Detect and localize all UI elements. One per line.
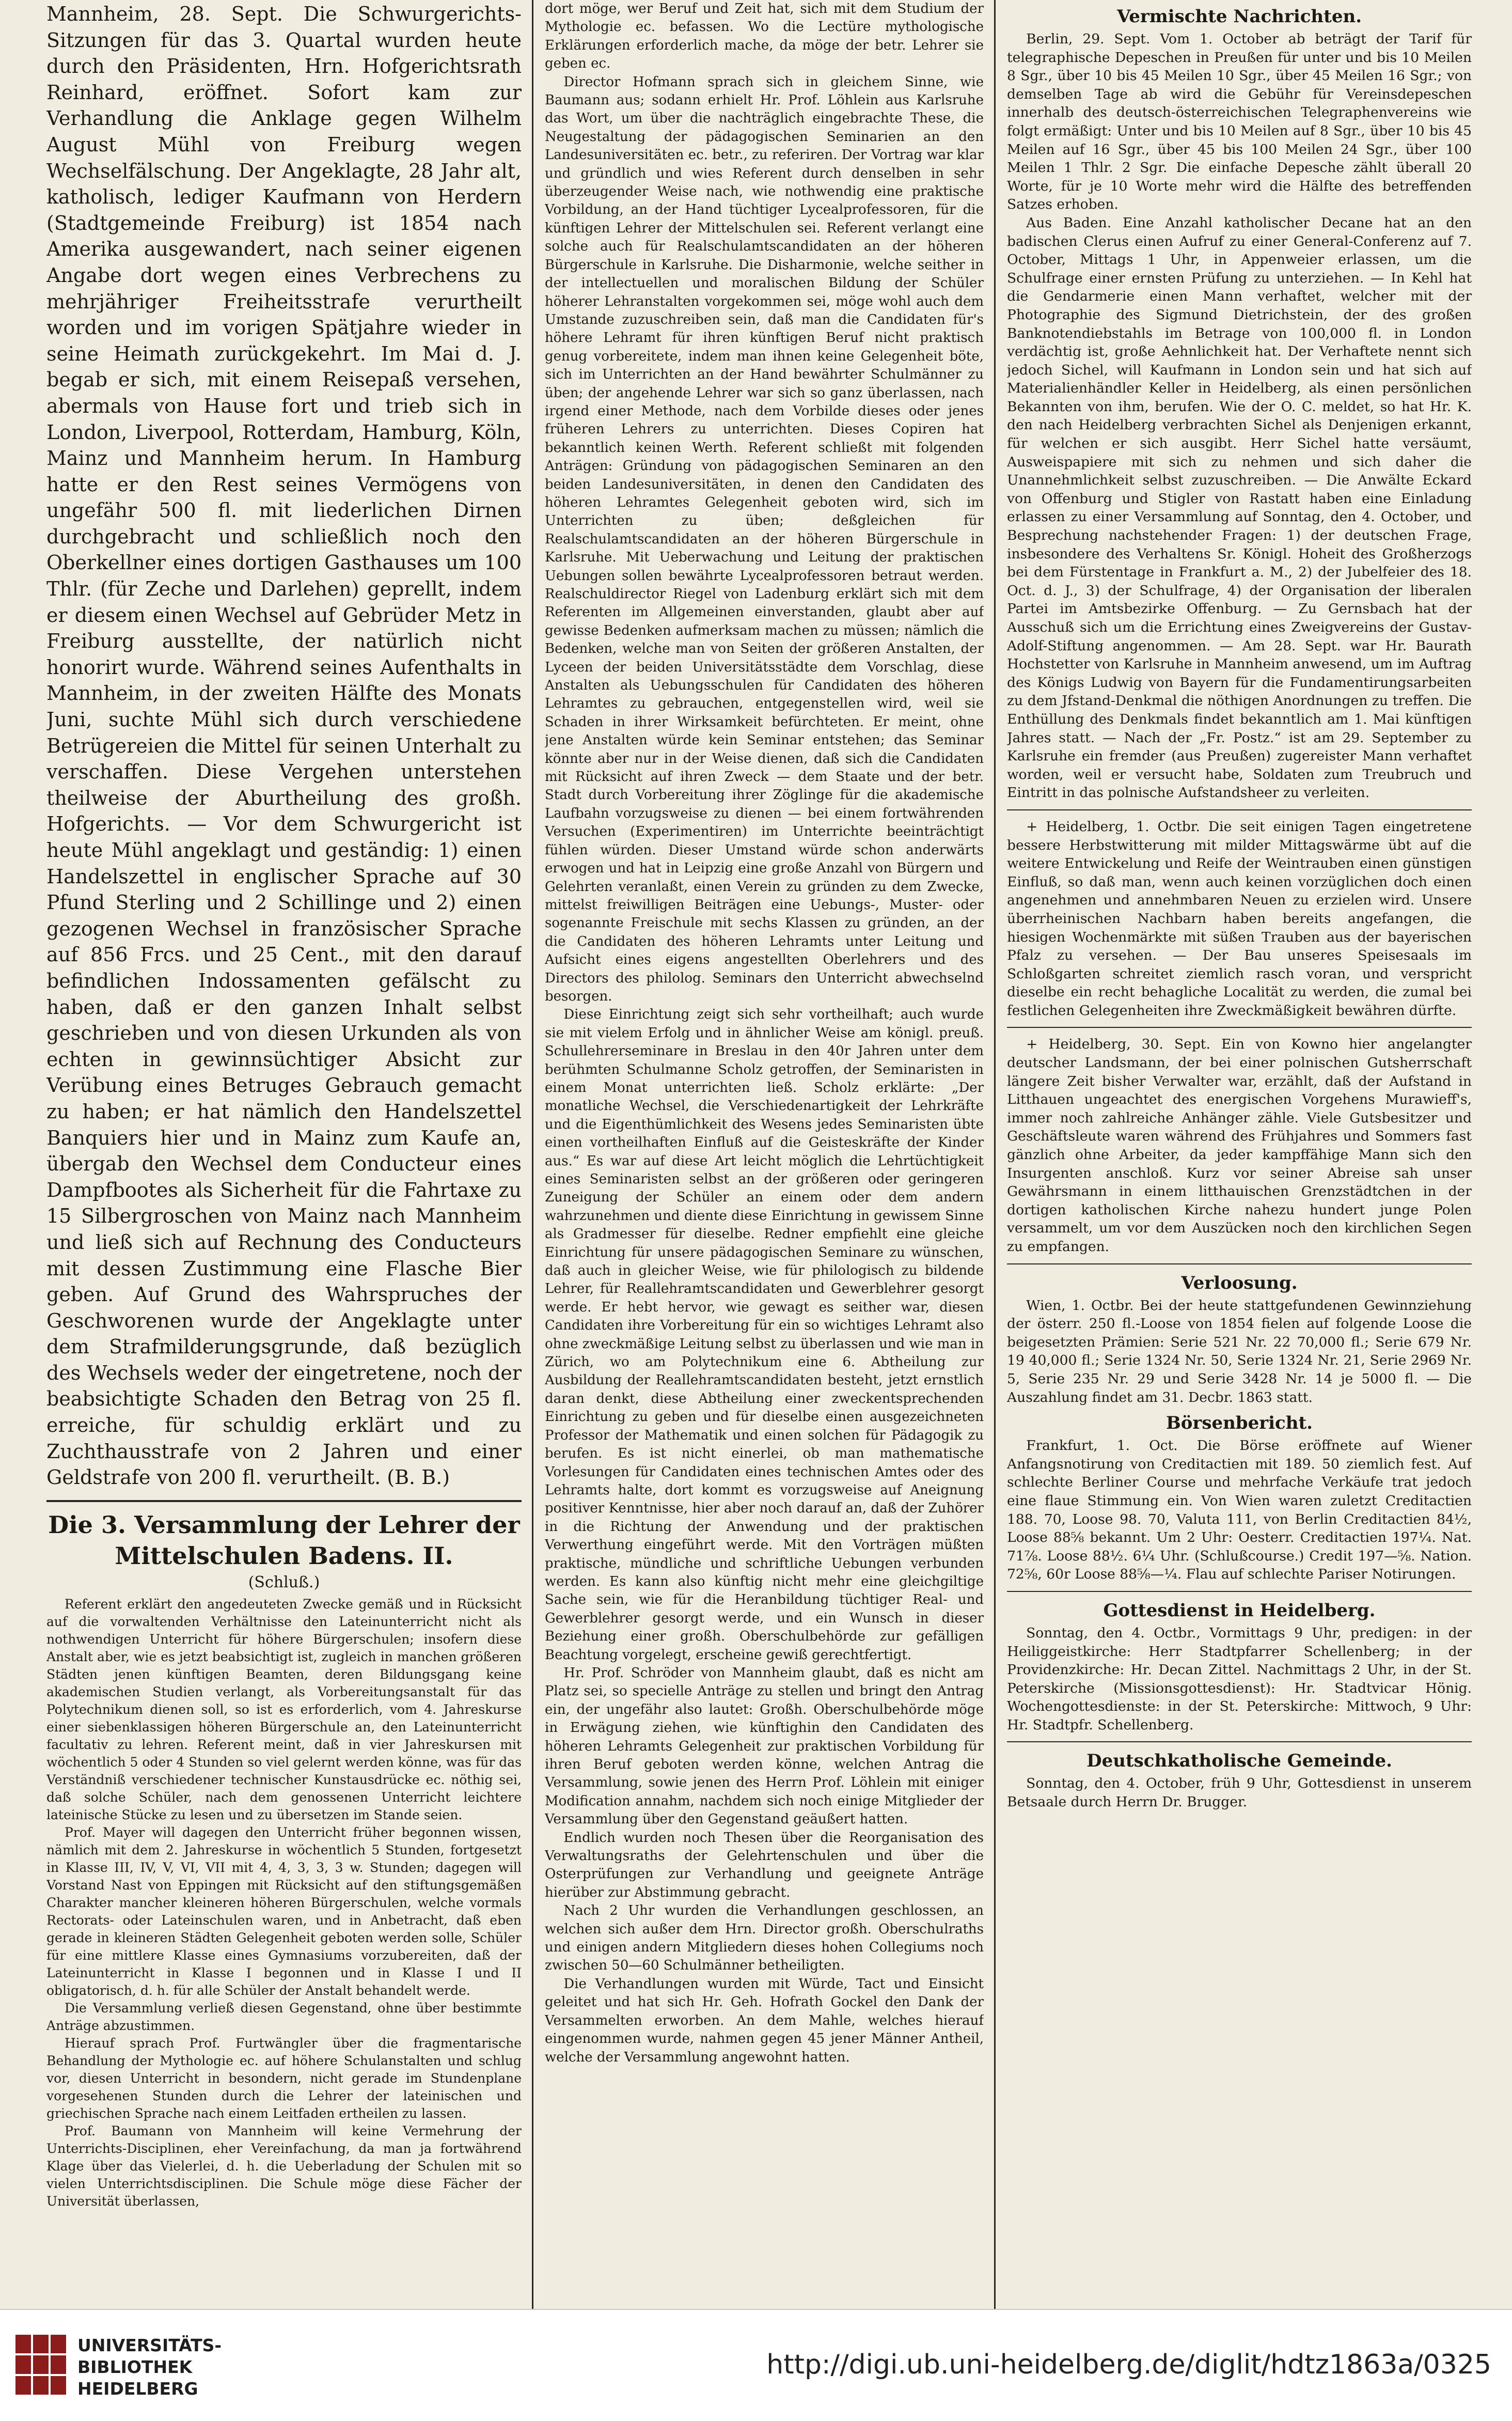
divider bbox=[1007, 1741, 1472, 1742]
divider bbox=[46, 1500, 522, 1502]
column-rule bbox=[994, 0, 996, 2309]
library-name-line: HEIDELBERG bbox=[77, 2379, 198, 2399]
column-middle bbox=[545, 0, 984, 2309]
article-frankfurt: Frankfurt, 1. Oct. Die Börse eröffnete auf Wiener Anfangsnotirung von Creditactien mit 189. 50 ziemlich fest. Auf schlechte Berliner Course und mehrfache Verkäufe trat jedoch eine flaue Stimmung ein. Von Wien waren zuletzt Creditactien 188. 70, Loose 98. 70, Valuta 111, von Berlin Creditactien 84½, Loose 88⅝ bekannt. Um 2 Uhr: Oesterr. Creditactien 197¼. Nat. 71⅞. Loose 88½. 6¼ Uhr. (Schlußcourse.) Credit 197—⅝. Nation. 72⅝, 60r Loose 88⅝—¼. Flau auf schlechte Pariser Notirungen. bbox=[1007, 1438, 1472, 1583]
church-services: Sonntag, den 4. Octbr., Vormittags 9 Uhr, predigen: in der Heiliggeistkirche: Herr Stadtpfarrer Schellenberg; in der Providenzkirche: Hr. Decan Zittel. Nachmittags 2 Uhr, in der St. Peterskirche (Missionsgottesdienst): Hr. Stadtvicar Hönig. Wochengottesdienste: in der St. Peterskirche: Mittwoch, 9 Uhr: Hr. Stadtpfr. Schellenberg. bbox=[1007, 1625, 1472, 1733]
divider bbox=[1007, 809, 1472, 810]
divider bbox=[1007, 1263, 1472, 1264]
article-heidelberg-2: + Heidelberg, 30. Sept. Ein von Kowno hier angelangter deutscher Landsmann, der bei einer polnischen Gutsherrschaft längere Zeit bisher Verwalter war, erzählt, daß der Aufstand in Litthauen ungeachtet des energischen Vorgehens Murawieff's, immer noch zahlreiche Anhänger zähle. Viele Gutsbesitzer und Geschäftsleute waren während des Frühjahres und Sommers fast gänzlich ohne Arbeiter, da jeder kampffähige Mann sich den Insurgenten anschloß. Kurz vor seiner Abreise sah unser Gewährsmann in einem litthauischen Grenzstädtchen in der dortigen katholischen Kirche nahezu hundert junge Polen versammelt, um vor dem Auszücken noch den kirchlichen Segen zu empfangen. bbox=[1007, 1036, 1472, 1255]
article-mannheim-court: Mannheim, 28. Sept. Die Schwurgerichts-Sitzungen für das 3. Quartal wurden heute durch den Präsidenten, Hrn. Hofgerichtsrath Reinhard, eröffnet. Sofort kam zur Verhandlung die Anklage gegen Wilhelm August Mühl von Freiburg wegen Wechselfälschung. Der Angeklagte, 28 Jahr alt, katholisch, lediger Kaufmann von Herdern (Stadtgemeinde Freiburg) ist 1854 nach Amerika ausgewandert, nach seiner eigenen Angabe dort wegen eines Verbrechens zu mehrjähriger Freiheitsstrafe verurtheilt worden und im vorigen Spätjahre wieder in seine Heimath zurückgekehrt. Im Mai d. J. begab er sich, mit einem Reisepaß versehen, abermals von Hause fort und trieb sich in London, Liverpool, Rotterdam, Hamburg, Köln, Mainz und Mannheim herum. In Hamburg hatte er den Rest seines Vermögens von ungefähr 500 fl. mit liederlichen Dirnen durchgebracht und schließlich noch den Oberkellner eines dortigen Gasthauses um 100 Thlr. (für Zeche und Darlehen) geprellt, indem er diesem einen Wechsel auf Gebrüder Metz in Freiburg ausstellte, der natürlich nicht honorirt wurde. Während seines Aufenthalts in Mannheim, in der zweiten Hälfte des Monats Juni, suchte Mühl sich durch verschiedene Betrügereien die Mittel für seinen Unterhalt zu verschaffen. Diese Vergehen unterstehen theilweise der Aburtheilung des großh. Hofgerichts. — Vor dem Schwurgericht ist heute Mühl angeklagt und geständig: 1) einen Handelszettel in englischer Sprache auf 30 Pfund Sterling und 2 Schillinge und 2) einen gezogenen Wechsel in französischer Sprache auf 856 Frcs. und 25 Cent., mit den darauf befindlichen Indossamenten gefälscht zu haben, daß er den ganzen Inhalt selbst geschrieben und von diesen Urkunden als von echten in gewinnsüchtiger Absicht zur Verübung eines Betruges Gebrauch gemacht zu haben; er hat nämlich den Handelszettel Banquiers hier und in Mainz zum Kaufe an, übergab den Wechsel dem Conducteur eines Dampfbootes als Sicherheit für die Fahrtaxe zu 15 Silbergroschen von Mainz nach Mannheim und ließ sich auf Rechnung des Conducteurs mit dessen Zustimmung eine Flasche Bier geben. Auf Grund des Wahrspruches der Geschworenen wurde der Angeklagte unter dem Strafmilderungsgrunde, daß bezüglich des Wechsels weder der eingetretene, noch der beabsichtigte Schaden den Betrag von 25 fl. erreiche, für schuldig erklärt und zu Zuchthausstrafe von 2 Jahren und einer Geldstrafe von 200 fl. verurtheilt. (B. B.) bbox=[46, 3, 522, 1489]
section-title-lottery: Verloosung. bbox=[1181, 1272, 1298, 1293]
paragraph: Hierauf sprach Prof. Furtwängler über die fragmentarische Behandlung der Mythologie ec. auf höhere Schulanstalten und schlug vor, diesen Unterricht in besondern, nicht gerade im Stundenplane vorgesehenen Stunden durch die Lehrer der lateinischen und griechischen Sprache nach einem Leitfaden ertheilen zu lassen. bbox=[46, 2035, 522, 2121]
library-name bbox=[77, 2335, 222, 2400]
library-name-line: UNIVERSITÄTS- bbox=[77, 2335, 222, 2355]
university-library-logo-icon bbox=[12, 2331, 69, 2398]
column-right bbox=[1007, 0, 1472, 2309]
section-title-church: Gottesdienst in Heidelberg. bbox=[1103, 1600, 1376, 1621]
section-title-stock: Börsenbericht. bbox=[1166, 1413, 1313, 1434]
paragraph: Die Versammlung verließ diesen Gegenstand, ohne über bestimmte Anträge abzustimmen. bbox=[46, 2000, 522, 2033]
divider bbox=[1007, 1591, 1472, 1592]
paragraph: Die Verhandlungen wurden mit Würde, Tact und Einsicht geleitet und hat sich Hr. Geh. Hofrath Gockel den Dank der Versammelten erworben. An dem Mahle, welches hierauf eingenommen wurde, nahmen gegen 45 jener Männer Antheil, welche der Versammlung angewohnt hatten. bbox=[545, 1976, 984, 2065]
article-heidelberg-1: + Heidelberg, 1. Octbr. Die seit einigen Tagen eingetretene bessere Herbstwitterung mit milder Mittagswärme übt auf die weitere Entwickelung und Reife der Weintrauben einen günstigen Einfluß, so daß man, wenn auch keinen vorzüglichen doch einen angenehmen und annehmbaren Neuen zu erzielen wird. Unsere überrheinischen Nachbarn haben bereits angefangen, die hiesigen Wochenmärkte mit süßen Trauben aus der bayerischen Pfalz zu versehen. — Der Bau unseres Speisesaals im Schloßgarten schreitet ziemlich rasch voran, und verspricht dieselbe ein recht behagliche Localität zu werden, die zumal bei festlichen Gelegenheiten ihre Zweckmäßigkeit bewähren dürfte. bbox=[1007, 818, 1472, 1019]
article-wien: Wien, 1. Octbr. Bei der heute stattgefundenen Gewinnziehung der österr. 250 fl.-Loose von 1854 fielen auf folgende Loose die beigesetzten Prämien: Serie 521 Nr. 22 70,000 fl.; Serie 679 Nr. 19 40,000 fl.; Serie 1324 Nr. 50, Serie 1324 Nr. 21, Serie 2969 Nr. 5, Serie 235 Nr. 29 und Serie 3428 Nr. 14 je 5000 fl. — Die Auszahlung findet am 31. Decbr. 1863 statt. bbox=[1007, 1297, 1472, 1405]
paragraph: Endlich wurden noch Thesen über die Reorganisation des Verwaltungsraths der Gelehrtenschulen und über die Osterprüfungen zur Verhandlung und geeignete Anträge hierüber zur Abstimmung gebracht. bbox=[545, 1830, 984, 1900]
article-subtitle: (Schluß.) bbox=[248, 1573, 320, 1591]
article-berlin: Berlin, 29. Sept. Vom 1. October ab beträgt der Tarif für telegraphische Depeschen in Preußen für unter und bis 10 Meilen 8 Sgr., über 10 bis 45 Meilen 10 Sgr., über 45 Meilen 16 Sgr.; von demselben Tage ab wird die Gebühr für Vereinsdepeschen innerhalb des deutsch-österreichischen Telegraphenvereins wie folgt ermäßigt: Unter und bis 10 Meilen auf 8 Sgr., über 10 bis 45 Meilen auf 16 Sgr., über 45 bis 100 Meilen 24 Sgr., über 100 Meilen 1 Thlr. 2 Sgr. Die einfache Depesche zählt überall 20 Worte, für je 10 Worte mehr wird die Hälfte des betreffenden Satzes erhoben. bbox=[1007, 31, 1472, 213]
paragraph: Prof. Mayer will dagegen den Unterricht früher begonnen wissen, nämlich mit dem 2. Jahreskurse in wöchentlich 5 Stunden, fortgesetzt in Klasse III, IV, V, VI, VII mit 4, 4, 3, 3, 3 w. Stunden; dagegen will Vorstand Nast von Eppingen mit Rücksicht auf den stiftungsgemäßen Charakter mancher kleineren höheren Bürgerschulen, welche vormals Rectorats- oder Lateinschulen waren, und in Anbetracht, daß eben gerade in kleineren Städten Gelegenheit geboten werden solle, Schüler für eine mittlere Klasse eines Gymnasiums vorzubereiten, daß der Lateinunterricht in Klasse I begonnen und in Klasse I und II obligatorisch, d. h. für alle Schüler der Anstalt behandelt werde. bbox=[46, 1824, 522, 1998]
library-name-line: BIBLIOTHEK bbox=[77, 2357, 193, 2377]
footer-bar bbox=[0, 2309, 1512, 2421]
paragraph: Referent erklärt den angedeuteten Zwecke gemäß und in Rücksicht auf die vorwaltenden Verhältnisse den Lateinunterricht nicht als nothwendigen Unterricht für höhere Bürgerschulen; insofern diese Anstalt aber, wie es jetzt beabsichtigt ist, zugleich in manchen größeren Städten jenen künftigen Beamten, deren Bildungsgang keine akademischen Studien verlangt, als Vorbereitungsanstalt für das Polytechnikum dienen soll, so ist es erforderlich, vom 4. Jahreskurse einer siebenklassigen höheren Bürgerschule an, den Lateinunterricht facultativ zu lehren. Referent meint, daß in vier Jahreskursen mit wöchentlich 5 oder 4 Stunden so viel gelernt werden könne, was für das Verständniß verschiedener technischer Kunstausdrücke ec. nöthig sei, daß solche Schüler, nach dem genossenen Unterricht leichtere lateinische Stücke zu lesen und zu übersetzen im Stande seien. bbox=[46, 1596, 522, 1822]
paragraph: Diese Einrichtung zeigt sich sehr vortheilhaft; auch wurde sie mit vielem Erfolg und in ähnlicher Weise am königl. preuß. Schullehrerseminare in Breslau in den 40r Jahren unter dem berühmten Schulmanne Scholz getroffen, der Seminaristen in einem Monat unterrichten ließ. Scholz erklärte: „Der monatliche Wechsel, die Verschiedenartigkeit der Lehrkräfte und die Eigenthümlichkeit des Wesens jedes Seminaristen übte einen vortheilhaften Einfluß auf die Geisteskräfte der Kinder aus.“ Es war auf diese Art leicht möglich die Lehrtüchtigkeit eines Seminaristen selbst an der größeren oder geringeren Zuneigung der Schüler an einem oder dem andern wahrzunehmen und diente diese Einrichtung in gewissem Sinne als Gradmesser für dieselbe. Redner empfiehlt eine gleiche Einrichtung für unsere pädagogischen Seminare zu wünschen, daß auch in gleicher Weise, wie für philologisch zu bildende Lehrer, für Reallehramtscandidaten und Gewerblehrer gesorgt werde. Er hebt hervor, wie gewagt es seither war, diesen Candidaten ihre Vorbereitung für ein so wichtiges Lehramt also ohne zweckmäßige Leitung selbst zu überlassen und wie man in Zürich, wo am Polytechnikum eine 6. Abtheilung zur Ausbildung der Reallehramtscandidaten besteht, jetzt ernstlich daran denkt, diese Abtheilung einer zweckentsprechenden Einrichtung zu geben und für dieselbe einen ausgezeichneten Professor der Mathematik und einen solchen für Pädagogik zu berufen. Es ist nicht einerlei, ob man mathematische Vorlesungen für Candidaten eines technischen Amtes oder des Lehramts halte, dort kommt es vorzugsweise auf Aneignung positiver Kenntnisse, hier aber noch darauf an, daß der Zuhörer in die Richtung der Anwendung und der praktischen Verwerthung eingeführt werde. Mit den Vorträgen müßten praktische, mündliche und schriftliche Uebungen verbunden werden. Es kann also künftig nicht mehr eine gleichgiltige Sache sein, wie für die Heranbildung tüchtiger Real- und Gewerblehrer gesorgt werde, und ein Wunsch in dieser Beziehung einer großh. Oberschulbehörde zur gefälligen Beachtung vorgelegt, erscheine gewiß gerechtfertigt. bbox=[545, 1007, 984, 1663]
community-notice: Sonntag, den 4. October, früh 9 Uhr, Gottesdienst in unserem Betsaale durch Herrn Dr. Brugger. bbox=[1007, 1775, 1472, 1810]
paragraph: Prof. Baumann von Mannheim will keine Vermehrung der Unterrichts-Disciplinen, eher Vereinfachung, da man ja fortwährend Klage über das Vielerlei, d. h. die Ueberladung der Schulen mit so vielen Unterrichtsdisciplinen. Die Schule möge diese Fächer der Universität überlassen, bbox=[46, 2123, 522, 2209]
paragraph: dort möge, wer Beruf und Zeit hat, sich mit dem Studium der Mythologie ec. befassen. Wo die Lectüre mythologische Erklärungen erforderlich mache, da möge der betr. Lehrer sie geben ec. bbox=[545, 1, 984, 72]
paragraph: Nach 2 Uhr wurden die Verhandlungen geschlossen, an welchen sich außer dem Hrn. Director großh. Oberschulraths und einigen andern Mitgliedern dieses hohen Collegiums noch zwischen 50—60 Schulmänner betheiligten. bbox=[545, 1903, 984, 1974]
column-left bbox=[46, 0, 522, 2309]
permalink-url[interactable]: http://digi.ub.uni-heidelberg.de/diglit/hdtz1863a/0325 bbox=[766, 2349, 1491, 2380]
column-rule bbox=[532, 0, 533, 2309]
section-title-community: Deutschkatholische Gemeinde. bbox=[1086, 1751, 1392, 1772]
section-title-news: Vermischte Nachrichten. bbox=[1116, 6, 1362, 27]
paragraph: Director Hofmann sprach sich in gleichem Sinne, wie Baumann aus; sodann erhielt Hr. Prof. Löhlein aus Karlsruhe das Wort, um über die nachträglich eingebrachte These, die Neugestaltung der pädagogischen Seminarien an den Landesuniversitäten ec. betr., zu referiren. Der Vortrag war klar und gründlich und wies Referent durch denselben in sehr überzeugender Weise nach, wie nothwendig eine praktische Vorbildung, an der Hand tüchtiger Lycealprofessoren, für die künftigen Lehrer der Mittelschulen sei. Referent verlangt eine solche auch für Realschulamtscandidaten an der höheren Bürgerschule in Karlsruhe. Die Disharmonie, welche seither in der intellectuellen und moralischen Bildung der Schüler höherer Lehranstalten vorgekommen sei, möge wohl auch dem Umstande zuzuschreiben sein, daß man die Candidaten für's höhere Lehramt für ihren künftigen Beruf nicht praktisch genug vorbereitete, indem man ihnen keine Gelegenheit böte, sich im Unterrichten an der Hand bewährter Schulmänner zu üben; der angehende Lehrer war sich so ganz überlassen, nach irgend einer Methode, nach dem Vorbilde dieses oder jenes früheren Lehrers zu unterrichten. Dieses Copiren hat bekanntlich keinen Werth. Referent schließt mit folgenden Anträgen: Gründung von pädagogischen Seminaren an den beiden Landesuniversitäten, in denen den Candidaten des höheren Lehramtes Gelegenheit geboten wird, sich im Unterrichten zu üben; deßgleichen für Realschulamtscandidaten an der höheren Bürgerschule in Karlsruhe. Mit Ueberwachung und Leitung der praktischen Uebungen sollen bewährte Lycealprofessoren betraut werden. Realschuldirector Riegel von Ladenburg erklärt sich mit dem Referenten im Allgemeinen einverstanden, glaubt aber auf gewisse Bedenken aufmerksam machen zu müssen; nämlich die Bedenken, welche man von Seiten der größeren Anstalten, der Lyceen der beiden Universitätsstädte dem Vorschlag, diese Anstalten als Uebungsschulen für Candidaten des höheren Lehramtes zu gebrauchen, entgegenstellen wird, weil sie Schaden in ihrer Wirksamkeit befürchteten. Er meint, ohne jene Anstalten würde kein Seminar entstehen; das Seminar könnte aber nur in der Weise dienen, daß sich die Candidaten mit Rücksicht auf ihren Zweck — dem Staate und der betr. Stadt durch Vorbereitung ihrer Zöglinge für die akademische Laufbahn vorzugsweise zu dienen — bei einem fortwährenden Versuchen (Experimentiren) im Unterrichte beeinträchtigt fühlen würden. Dieser Umstand würde schon anderwärts erwogen und hat in Leipzig eine große Anzahl von Bürgern und Gelehrten veranlaßt, einen Verein zu gründen zu dem Zwecke, mittelst freiwilligen Beiträgen eine Uebungs-, Muster- oder sogenannte Freischule mit sechs Klassen zu gründen, an der die Candidaten des höheren Lehramts unter Leitung und Aufsicht eines eigens angestellten Oberlehrers und des Directors des philolog. Seminars den Unterricht abwechselnd besorgen. bbox=[545, 74, 984, 1004]
article-baden: Aus Baden. Eine Anzahl katholischer Decane hat an den badischen Clerus einen Aufruf zu einer General-Conferenz auf 7. October, Mittags 1 Uhr, in Appenweier erlassen, um die Schulfrage einer ernsten Prüfung zu unterziehen. — In Kehl hat die Gendarmerie einen Mann verhaftet, welcher mit der Photographie des Sigmund Dietrichstein, der des großen Banknotendiebstahls im Betrage von 100,000 fl. in London verdächtig ist, große Aehnlichkeit hat. Der Verhaftete nennt sich jedoch Sichel, will Kaufmann in London sein und hat sich auf Materialienhändler Keller in Heidelberg, als einen persönlichen Bekannten von ihm, berufen. Wie der O. C. meldet, so hat Hr. K. den nach Heidelberg verbrachten Sichel als Denjenigen erkannt, für welchen er sich ausgibt. Herr Sichel hatte versäumt, Ausweispapiere mit sich zu nehmen und sich daher die Unannehmlichkeit selbst zuzuschreiben. — Die Anwälte Eckard von Offenburg und Stigler von Rastatt haben eine Einladung erlassen zu einer Versammlung auf Sonntag, den 4. October, und Besprechung nachstehender Fragen: 1) der deutschen Frage, insbesondere des Verhaltens Sr. Königl. Hoheit des Großherzogs bei dem Fürstentage in Frankfurt a. M., 2) der Jubelfeier des 18. Oct. d. J., 3) der Schulfrage, 4) der Organisation der liberalen Partei im Amtsbezirke Offenburg. — Zu Gernsbach hat der Ausschuß sich um die Errichtung eines Zweigvereins der Gustav-Adolf-Stiftung angenommen. — Am 28. Sept. war Hr. Baurath Hochstetter von Karlsruhe in Mannheim anwesend, um im Auftrag des Königs Ludwig von Bayern für die Fundamentirungsarbeiten zu dem Jfstand-Denkmal die nöthigen Anordnungen zu treffen. Die Enthüllung des Denkmals findet bekanntlich am 1. Mai künftigen Jahres statt. — Nach der „Fr. Postz.“ ist am 29. September zu Karlsruhe ein fremder (aus Preußen) zugereister Mann verhaftet worden, weil er versucht habe, Soldaten zum Treubruch und Eintritt in das polnische Aufstandsheer zu verleiten. bbox=[1007, 214, 1472, 801]
article-title-teachers-assembly: Die 3. Versammlung der Lehrer der Mittelschulen Badens. II. bbox=[48, 1510, 520, 1570]
divider bbox=[1007, 1027, 1472, 1028]
paragraph: Hr. Prof. Schröder von Mannheim glaubt, daß es nicht am Platz sei, so specielle Anträge zu stellen und bringt den Antrag ein, der ungefähr also lautet: Großh. Oberschulbehörde möge in Erwägung ziehen, wie künftighin den Candidaten des höheren Lehramts Gelegenheit zur praktischen Vorbildung für ihren Beruf geboten werden könne, welchen Antrag die Versammlung, sowie jenen des Herrn Prof. Löhlein mit einiger Modification annahm, nachdem sich noch einige Mitglieder der Versammlung über den Gegenstand geäußert hatten. bbox=[545, 1665, 984, 1828]
